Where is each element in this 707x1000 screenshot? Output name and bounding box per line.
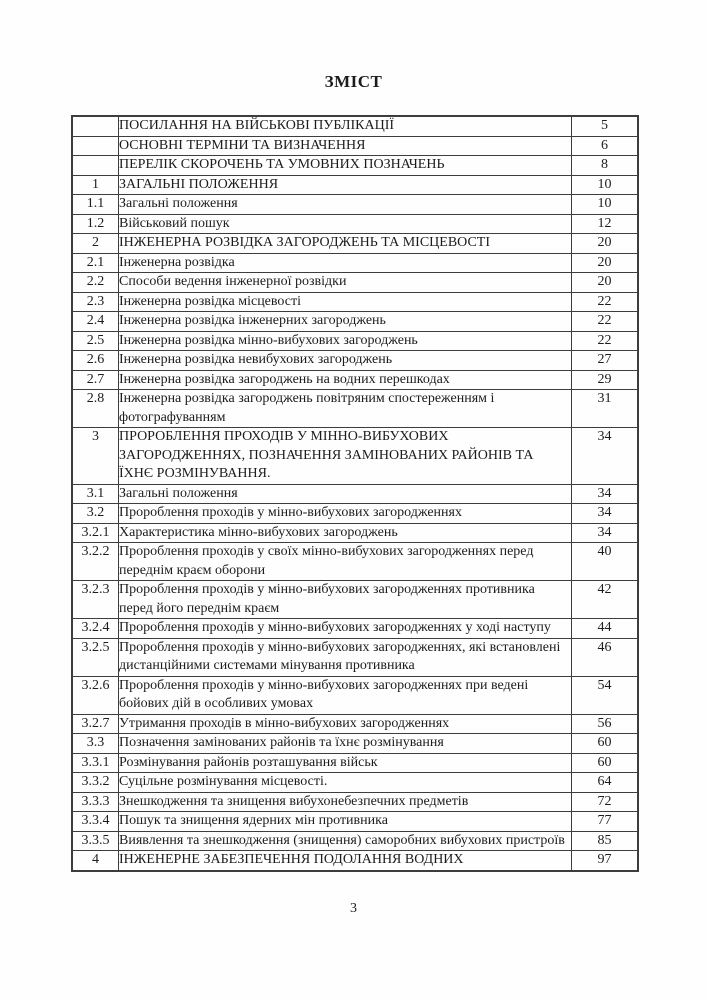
toc-row-page: 54 xyxy=(572,676,639,714)
toc-row-page: 12 xyxy=(572,214,639,234)
toc-row-page: 60 xyxy=(572,734,639,754)
toc-row-number: 2.2 xyxy=(72,273,119,293)
table-row xyxy=(72,773,638,793)
toc-row-page: 72 xyxy=(572,792,639,812)
toc-row-number: 2.6 xyxy=(72,351,119,371)
toc-row-page: 8 xyxy=(572,156,639,176)
toc-row-number: 3.2.2 xyxy=(72,543,119,581)
table-row xyxy=(72,831,638,851)
toc-row-page: 10 xyxy=(572,175,639,195)
toc-row-title: ПЕРЕЛІК СКОРОЧЕНЬ ТА УМОВНИХ ПОЗНАЧЕНЬ xyxy=(119,156,572,176)
toc-row-page: 31 xyxy=(572,390,639,428)
toc-row-title: Загальні положення xyxy=(119,484,572,504)
toc-row-number: 3.2.4 xyxy=(72,619,119,639)
toc-row-page: 34 xyxy=(572,504,639,524)
toc-row-title: Пророблення проходів у мінно-вибухових загородженнях при ведені бойових дій в особливих умовах xyxy=(119,676,572,714)
table-row xyxy=(72,370,638,390)
toc-row-title: ІНЖЕНЕРНА РОЗВІДКА ЗАГОРОДЖЕНЬ ТА МІСЦЕВОСТІ xyxy=(119,234,572,254)
table-row xyxy=(72,792,638,812)
table-row xyxy=(72,253,638,273)
table-row xyxy=(72,504,638,524)
table-row xyxy=(72,273,638,293)
table-row xyxy=(72,214,638,234)
toc-row-number: 4 xyxy=(72,851,119,871)
toc-row-page: 34 xyxy=(572,523,639,543)
table-row xyxy=(72,523,638,543)
table-row xyxy=(72,543,638,581)
table-row xyxy=(72,714,638,734)
table-row xyxy=(72,312,638,332)
toc-row-title: Розмінування районів розташування військ xyxy=(119,753,572,773)
toc-row-title: Інженерна розвідка місцевості xyxy=(119,292,572,312)
toc-row-number: 3.2.6 xyxy=(72,676,119,714)
toc-row-page: 22 xyxy=(572,331,639,351)
toc-row-number: 2.8 xyxy=(72,390,119,428)
toc-row-page: 22 xyxy=(572,312,639,332)
toc-row-title: Інженерна розвідка xyxy=(119,253,572,273)
toc-row-page: 42 xyxy=(572,581,639,619)
table-row xyxy=(72,676,638,714)
toc-row-title: Утримання проходів в мінно-вибухових загородженнях xyxy=(119,714,572,734)
toc-row-title: Пророблення проходів у своїх мінно-вибухових загородженнях перед переднім краєм оборони xyxy=(119,543,572,581)
toc-row-title: Загальні положення xyxy=(119,195,572,215)
toc-row-number: 3.2.1 xyxy=(72,523,119,543)
toc-row-title: Позначення замінованих районів та їхнє розмінування xyxy=(119,734,572,754)
table-row xyxy=(72,753,638,773)
toc-row-page: 20 xyxy=(572,234,639,254)
toc-row-title: Інженерна розвідка невибухових загороджень xyxy=(119,351,572,371)
toc-row-page: 85 xyxy=(572,831,639,851)
toc-table-body xyxy=(72,116,638,871)
toc-row-title: ПРОРОБЛЕННЯ ПРОХОДІВ У МІННО-ВИБУХОВИХ ЗАГОРОДЖЕННЯХ, ПОЗНАЧЕННЯ ЗАМІНОВАНИХ РАЙОНІВ ТА ЇХНЄ РОЗМІНУВАННЯ. xyxy=(119,428,572,485)
toc-row-title: ПОСИЛАННЯ НА ВІЙСЬКОВІ ПУБЛІКАЦІЇ xyxy=(119,116,572,136)
table-row xyxy=(72,351,638,371)
toc-row-number: 2.5 xyxy=(72,331,119,351)
toc-row-title: Інженерна розвідка загороджень повітряним спостереженням і фотографуванням xyxy=(119,390,572,428)
toc-table xyxy=(71,115,639,872)
toc-row-title: Пророблення проходів у мінно-вибухових загородженнях у ході наступу xyxy=(119,619,572,639)
toc-row-number xyxy=(72,156,119,176)
toc-row-title: Пророблення проходів у мінно-вибухових загородженнях xyxy=(119,504,572,524)
toc-row-number: 2.3 xyxy=(72,292,119,312)
toc-row-page: 77 xyxy=(572,812,639,832)
toc-row-title: Пошук та знищення ядерних мін противника xyxy=(119,812,572,832)
toc-row-page: 34 xyxy=(572,428,639,485)
page-number: 3 xyxy=(350,900,357,916)
toc-row-number: 3.2.5 xyxy=(72,638,119,676)
toc-row-number: 3.1 xyxy=(72,484,119,504)
table-row xyxy=(72,331,638,351)
table-row xyxy=(72,428,638,485)
table-row xyxy=(72,734,638,754)
toc-row-number: 1.2 xyxy=(72,214,119,234)
toc-row-page: 20 xyxy=(572,273,639,293)
table-row xyxy=(72,116,638,136)
toc-row-number: 3.3.1 xyxy=(72,753,119,773)
toc-row-page: 40 xyxy=(572,543,639,581)
toc-row-title: Інженерна розвідка загороджень на водних перешкодах xyxy=(119,370,572,390)
toc-row-title: Інженерна розвідка інженерних загороджень xyxy=(119,312,572,332)
toc-row-number: 3.3.4 xyxy=(72,812,119,832)
table-row xyxy=(72,175,638,195)
table-row xyxy=(72,195,638,215)
table-row xyxy=(72,851,638,871)
toc-row-title: ЗАГАЛЬНІ ПОЛОЖЕННЯ xyxy=(119,175,572,195)
toc-row-title: Інженерна розвідка мінно-вибухових загороджень xyxy=(119,331,572,351)
toc-row-title: ІНЖЕНЕРНЕ ЗАБЕЗПЕЧЕННЯ ПОДОЛАННЯ ВОДНИХ xyxy=(119,851,572,871)
table-row xyxy=(72,136,638,156)
page-title: ЗМІСТ xyxy=(324,72,383,91)
toc-row-number: 3.3 xyxy=(72,734,119,754)
toc-row-number: 3.2 xyxy=(72,504,119,524)
table-row xyxy=(72,619,638,639)
table-row xyxy=(72,234,638,254)
toc-row-number: 3.2.7 xyxy=(72,714,119,734)
toc-row-title: Характеристика мінно-вибухових загороджень xyxy=(119,523,572,543)
toc-row-title: Виявлення та знешкодження (знищення) саморобних вибухових пристроїв xyxy=(119,831,572,851)
toc-row-title: Знешкодження та знищення вибухонебезпечних предметів xyxy=(119,792,572,812)
table-row xyxy=(72,156,638,176)
toc-row-page: 34 xyxy=(572,484,639,504)
toc-row-page: 5 xyxy=(572,116,639,136)
toc-row-page: 64 xyxy=(572,773,639,793)
toc-row-page: 29 xyxy=(572,370,639,390)
toc-row-title: Пророблення проходів у мінно-вибухових загородженнях, які встановлені дистанційними системами мінування противника xyxy=(119,638,572,676)
toc-row-number xyxy=(72,116,119,136)
toc-row-number: 2.4 xyxy=(72,312,119,332)
toc-row-title: Суцільне розмінування місцевості. xyxy=(119,773,572,793)
table-row xyxy=(72,484,638,504)
toc-row-number: 1.1 xyxy=(72,195,119,215)
toc-row-page: 46 xyxy=(572,638,639,676)
toc-row-number: 2.1 xyxy=(72,253,119,273)
toc-row-title: Військовий пошук xyxy=(119,214,572,234)
toc-row-page: 6 xyxy=(572,136,639,156)
table-row xyxy=(72,292,638,312)
toc-row-number: 3.3.5 xyxy=(72,831,119,851)
toc-row-page: 10 xyxy=(572,195,639,215)
toc-row-page: 22 xyxy=(572,292,639,312)
toc-row-title: Способи ведення інженерної розвідки xyxy=(119,273,572,293)
table-row xyxy=(72,812,638,832)
toc-row-number: 3.2.3 xyxy=(72,581,119,619)
toc-row-page: 20 xyxy=(572,253,639,273)
toc-row-number: 3 xyxy=(72,428,119,485)
toc-row-number: 1 xyxy=(72,175,119,195)
toc-row-title: ОСНОВНІ ТЕРМІНИ ТА ВИЗНАЧЕННЯ xyxy=(119,136,572,156)
toc-row-page: 97 xyxy=(572,851,639,871)
toc-row-number: 3.3.2 xyxy=(72,773,119,793)
table-row xyxy=(72,638,638,676)
table-row xyxy=(72,581,638,619)
toc-row-number: 2 xyxy=(72,234,119,254)
toc-row-number: 2.7 xyxy=(72,370,119,390)
toc-row-page: 44 xyxy=(572,619,639,639)
toc-row-number: 3.3.3 xyxy=(72,792,119,812)
table-row xyxy=(72,390,638,428)
toc-row-page: 27 xyxy=(572,351,639,371)
toc-row-title: Пророблення проходів у мінно-вибухових загородженнях противника перед його переднім краєм xyxy=(119,581,572,619)
toc-row-number xyxy=(72,136,119,156)
toc-row-page: 60 xyxy=(572,753,639,773)
toc-row-page: 56 xyxy=(572,714,639,734)
